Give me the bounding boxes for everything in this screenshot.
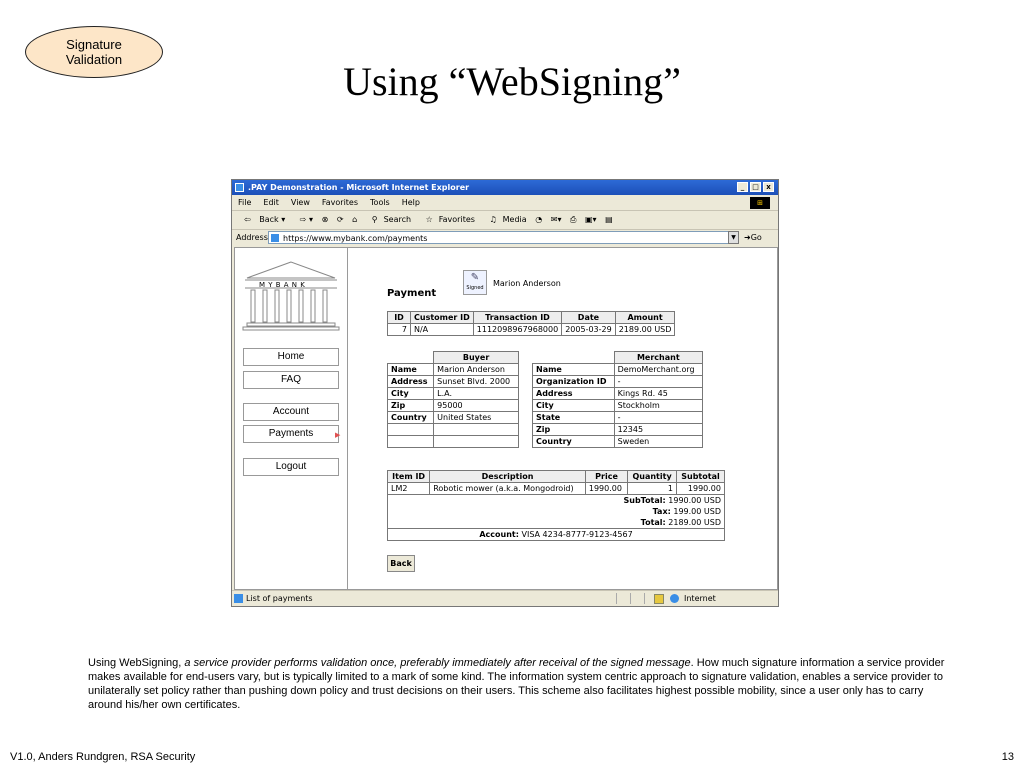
slide-caption: Using WebSigning, a service provider performs validation once, preferably immediately after receival of the signed message. How much signature information a service provider makes available for end-users vary, but is typically limited to a mark of some kind. The information system centric approach to signature validation, enables a service provider to unilaterally set policy rather than pushing down policy and trust decisions on their users. This scheme also facilitates highest possible mobility, since a user only has to carry around his/her own certificates. <box>88 657 945 711</box>
address-dropdown-icon[interactable]: ▼ <box>728 231 739 244</box>
ie-icon <box>235 183 244 192</box>
edit-icon[interactable]: ▣▾ <box>584 215 597 224</box>
table-row: Address Kings Rd. 45 <box>533 388 703 400</box>
table-row: Country United States <box>388 412 519 424</box>
active-arrow-icon: ▶ <box>335 431 341 439</box>
back-button[interactable]: Back <box>387 555 415 572</box>
mail-icon[interactable]: ✉▾ <box>550 215 562 224</box>
minimize-button[interactable]: _ <box>737 182 748 192</box>
total-line: Total: 2189.00 USD <box>640 518 721 527</box>
table-row: LM2 Robotic mower (a.k.a. Mongodroid) 1990.00 1 1990.00 <box>388 483 725 495</box>
status-text: List of payments <box>246 594 313 603</box>
favorites-button[interactable]: ☆ Favorites <box>425 215 475 224</box>
close-button[interactable]: x <box>763 182 774 192</box>
signed-mark[interactable]: ✎ Signed <box>463 270 487 295</box>
page-number: 13 <box>1001 751 1014 763</box>
window-title: .PAY Demonstration - Microsoft Internet Explorer <box>248 183 470 192</box>
page-icon <box>271 234 279 242</box>
menu-tools[interactable]: Tools <box>370 198 390 207</box>
table-row: Zip 95000 <box>388 400 519 412</box>
back-arrow-icon: ⇦ <box>244 215 251 224</box>
page-viewport <box>234 247 778 590</box>
slide-title: Using “WebSigning” <box>343 59 681 104</box>
table-row: Address Sunset Blvd. 2000 <box>388 376 519 388</box>
table-row: City Stockholm <box>533 400 703 412</box>
subtotal-line: SubTotal: 1990.00 USD <box>623 496 721 505</box>
security-zone: Internet <box>684 594 716 603</box>
windows-logo-icon: ⊞ <box>750 197 770 209</box>
signer-name: Marion Anderson <box>493 279 561 288</box>
browser-window <box>231 179 779 607</box>
merchant-table: Merchant Name DemoMerchant.org Organization ID - Address Kings Rd. 45 City Stockholm State - Zip 12345 Country Sweden <box>532 351 703 448</box>
menu-edit[interactable]: Edit <box>263 198 279 207</box>
star-icon: ☆ <box>425 215 433 224</box>
menu-favorites[interactable]: Favorites <box>321 198 359 207</box>
nav-faq-button[interactable]: FAQ <box>243 371 339 389</box>
table-row: City L.A. <box>388 388 519 400</box>
search-button[interactable]: ⚲ Search <box>371 215 412 224</box>
status-bar <box>232 590 778 606</box>
forward-arrow-icon: ⇨ <box>299 215 307 224</box>
lock-icon <box>654 594 664 604</box>
account-line: Account: VISA 4234-8777-9123-4567 <box>388 529 725 541</box>
menu-view[interactable]: View <box>290 198 310 207</box>
table-row: Country Sweden <box>533 436 703 448</box>
media-icon: ♫ <box>489 215 497 224</box>
go-arrow-icon: ➜ <box>744 233 751 242</box>
nav-logout-button[interactable]: Logout <box>243 458 339 476</box>
payment-heading: Payment <box>387 288 437 299</box>
discuss-icon[interactable]: ▤ <box>605 215 613 224</box>
table-row: Name Marion Anderson <box>388 364 519 376</box>
bank-logo <box>235 248 347 338</box>
logo-text: M Y B A N K <box>259 281 306 289</box>
print-icon[interactable]: ⎙ <box>570 215 577 224</box>
search-icon: ⚲ <box>371 215 378 224</box>
title-bar <box>232 180 778 195</box>
nav-account-button[interactable]: Account <box>243 403 339 421</box>
payment-summary-table: ID Customer ID Transaction ID Date Amount 7 N/A 1112098967968000 2005-03-29 2189.00 USD <box>387 311 675 336</box>
history-icon[interactable]: ◔ <box>535 215 543 224</box>
address-input[interactable]: https://www.mybank.com/payments <box>268 231 732 244</box>
table-row: Organization ID - <box>533 376 703 388</box>
nav-payments-button[interactable]: Payments <box>243 425 339 443</box>
footer-credit: V1.0, Anders Rundgren, RSA Security <box>10 751 196 763</box>
maximize-button[interactable]: □ <box>750 182 761 192</box>
table-row: State - <box>533 412 703 424</box>
menu-bar <box>232 196 778 211</box>
refresh-icon[interactable]: ⟳ <box>336 215 344 224</box>
tax-line: Tax: 199.00 USD <box>652 507 721 516</box>
buyer-table: Buyer Name Marion Anderson Address Sunset Blvd. 2000 City L.A. Zip 95000 Country United States <box>387 351 519 448</box>
toolbar <box>232 211 778 230</box>
menu-help[interactable]: Help <box>401 198 420 207</box>
table-row: Zip 12345 <box>533 424 703 436</box>
signature-validation-badge: Signature Validation <box>25 26 163 78</box>
forward-nav-button[interactable]: ⇨ ▾ <box>299 215 314 224</box>
media-button[interactable]: ♫ Media <box>489 215 527 224</box>
go-button[interactable]: ➜Go <box>744 233 762 242</box>
address-bar <box>232 230 778 246</box>
page-status-icon <box>234 594 243 603</box>
nav-home-button[interactable]: Home <box>243 348 339 366</box>
back-nav-button[interactable]: ⇦ Back ▾ <box>244 215 286 224</box>
menu-file[interactable]: File <box>238 198 252 207</box>
table-row: Name DemoMerchant.org <box>533 364 703 376</box>
signature-pen-icon: ✎ <box>470 272 480 283</box>
left-nav-pane <box>235 248 348 589</box>
address-label: Address <box>236 233 268 242</box>
stop-icon[interactable]: ⊗ <box>321 215 329 224</box>
home-icon[interactable]: ⌂ <box>352 215 358 224</box>
table-row: 7 N/A 1112098967968000 2005-03-29 2189.00 USD <box>388 324 675 336</box>
globe-icon <box>670 594 679 603</box>
items-table: Item ID Description Price Quantity Subtotal LM2 Robotic mower (a.k.a. Mongodroid) 1990.00 1 1990.00 SubTotal: 1990.00 USD Tax: 199.00 USD Total: 2189.00 USD Account: VISA 4234-8777-9123-4567 <box>387 470 725 541</box>
